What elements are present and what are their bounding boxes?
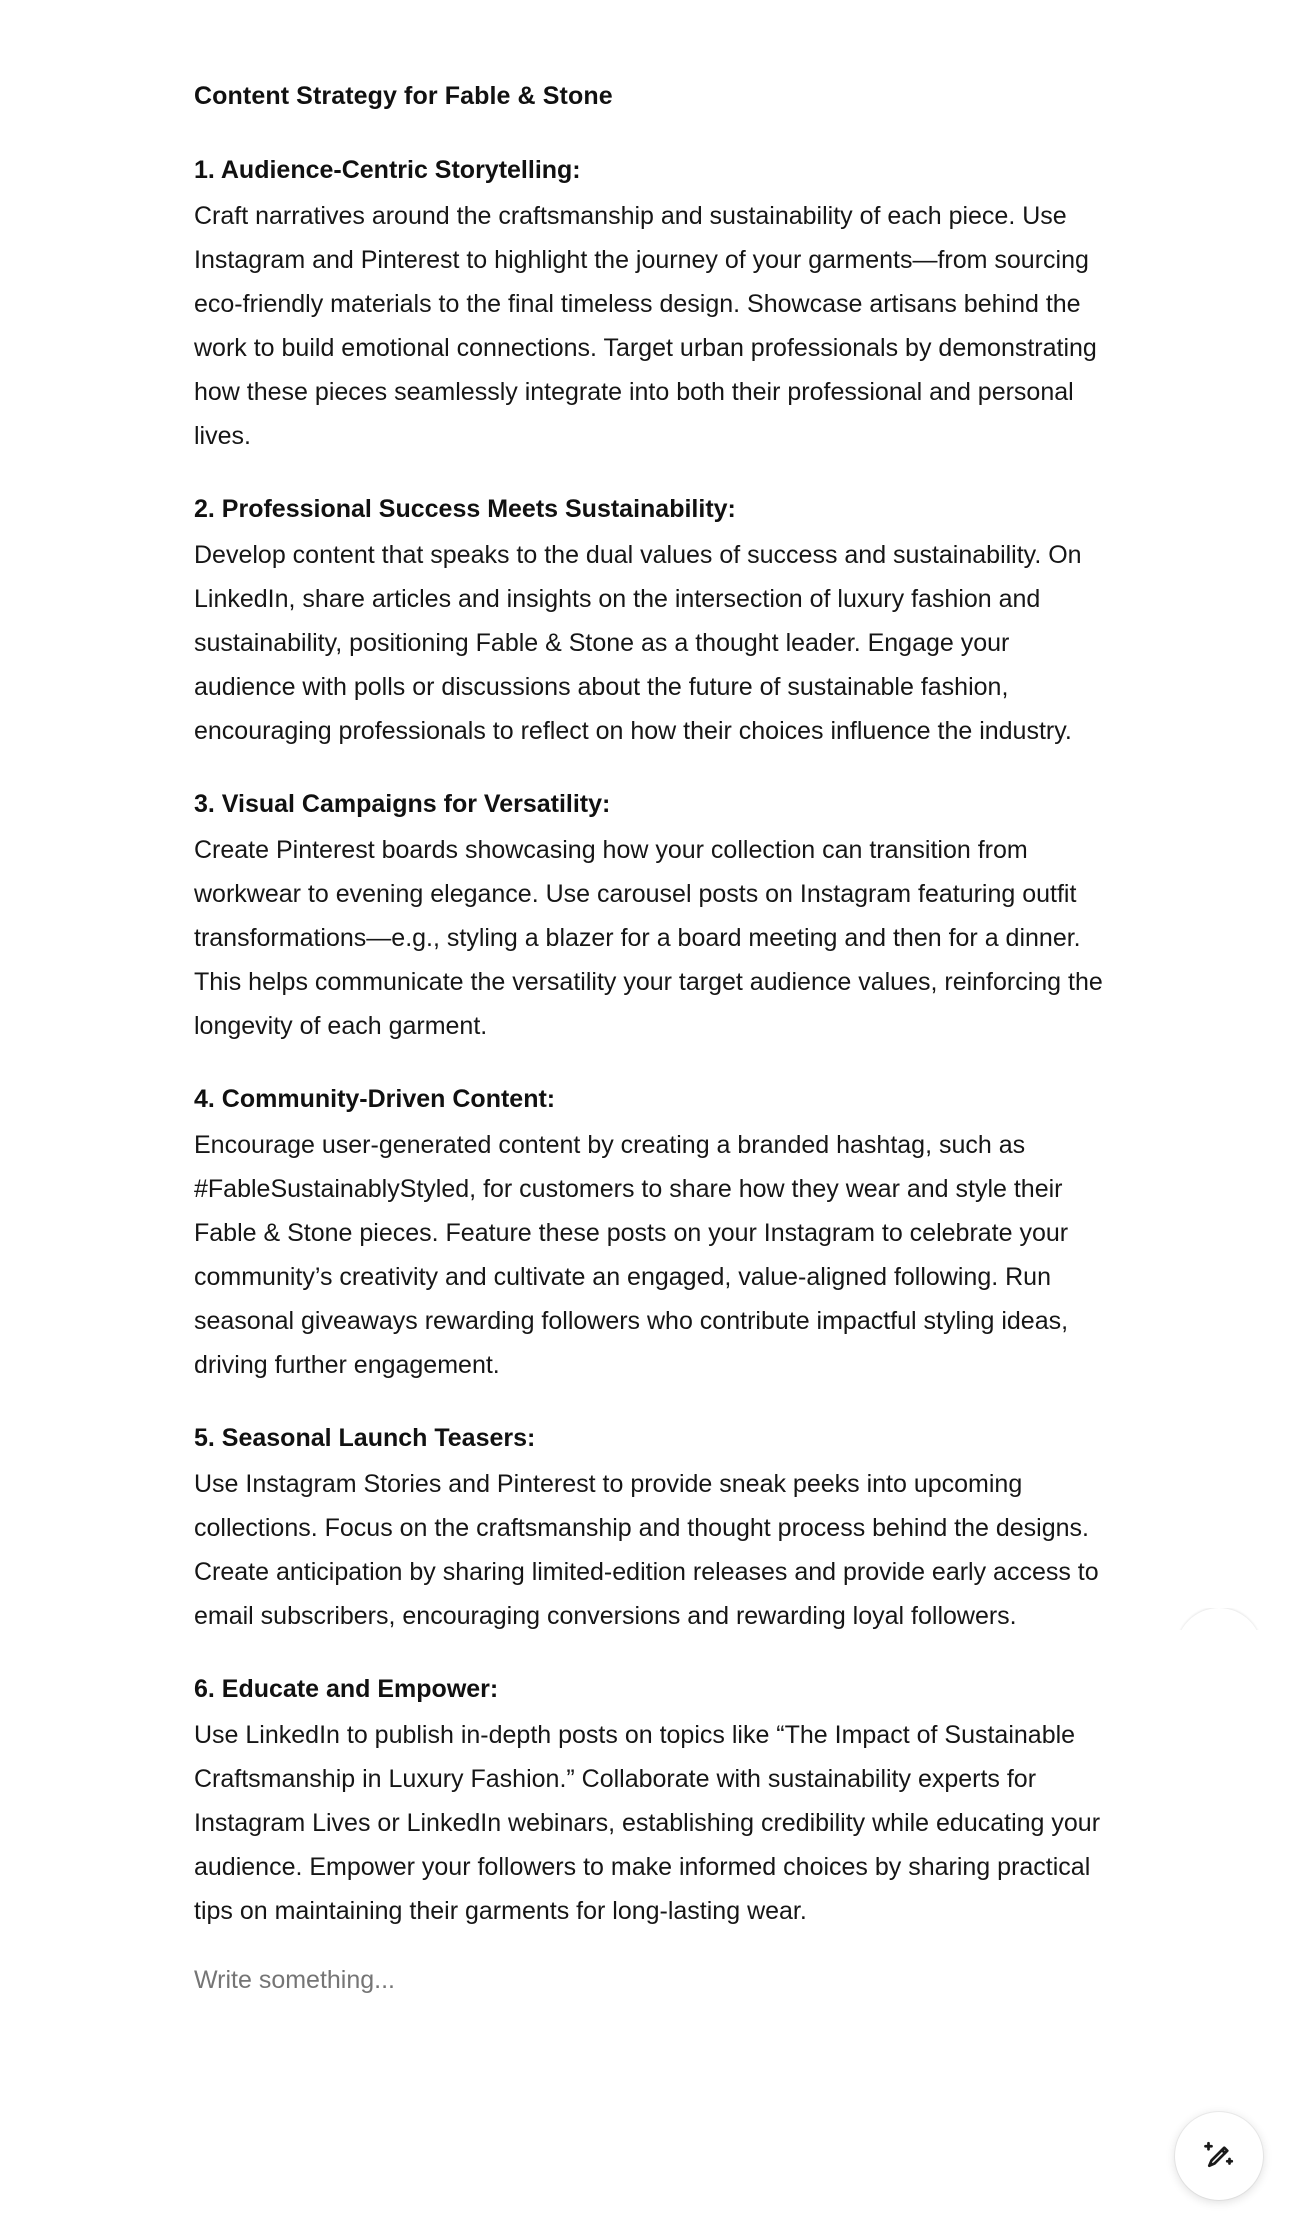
- section-heading: 3. Visual Campaigns for Versatility:: [194, 790, 611, 818]
- section-heading: 2. Professional Success Meets Sustainability:: [194, 495, 736, 523]
- section-6: [194, 1669, 1114, 1933]
- section-heading: 6. Educate and Empower:: [194, 1675, 499, 1703]
- section-4: [194, 1079, 1114, 1387]
- section-body: Use LinkedIn to publish in-depth posts on topics like “The Impact of Sustainable Craftsmanship in Luxury Fashion.” Collaborate with sustainability experts for Instagram Lives or LinkedIn webinars, establishing credibility while educating your audience. Empower your followers to make informed choices by sharing practical tips on maintaining their garments for long-lasting wear.: [194, 1721, 1101, 1925]
- scroll-down-button[interactable]: [1176, 1608, 1262, 1694]
- section-2: [194, 489, 1114, 753]
- section-heading: 5. Seasonal Launch Teasers:: [194, 1424, 536, 1452]
- pen-sparkle-icon: [1201, 2138, 1237, 2174]
- section-1: [194, 150, 1114, 458]
- ai-write-button[interactable]: [1175, 2112, 1263, 2200]
- document-title: Content Strategy for Fable & Stone: [194, 82, 613, 110]
- section-body: Develop content that speaks to the dual values of success and sustainability. On LinkedIn, share articles and insights on the intersection of luxury fashion and sustainability, positioning Fable & Stone as a thought leader. Engage your audience with polls or discussions about the future of sustainable fashion, encouraging professionals to reflect on how their choices influence the industry.: [194, 541, 1082, 745]
- section-body: Use Instagram Stories and Pinterest to provide sneak peeks into upcoming collections. Focus on the craftsmanship and thought process behind the designs. Create anticipation by sharing limited-edition releases and provide early access to email subscribers, encouraging conversions and rewarding loyal followers.: [194, 1470, 1099, 1630]
- section-5: [194, 1418, 1114, 1638]
- section-body: Encourage user-generated content by creating a branded hashtag, such as #FableSustainablyStyled, for customers to share how they wear and style their Fable & Stone pieces. Feature these posts on your Instagram to celebrate your community’s creativity and cultivate an engaged, value-aligned following. Run seasonal giveaways rewarding followers who contribute impactful styling ideas, driving further engagement.: [194, 1131, 1069, 1379]
- document: [194, 76, 1114, 1964]
- section-heading: 1. Audience-Centric Storytelling:: [194, 156, 581, 184]
- section-3: [194, 784, 1114, 1048]
- section-body: Create Pinterest boards showcasing how your collection can transition from workwear to evening elegance. Use carousel posts on Instagram featuring outfit transformations—e.g., styling a blazer for a board meeting and then for a dinner. This helps communicate the versatility your target audience values, reinforcing the longevity of each garment.: [194, 836, 1103, 1040]
- section-heading: 4. Community-Driven Content:: [194, 1085, 556, 1113]
- section-body: Craft narratives around the craftsmanship and sustainability of each piece. Use Instagram and Pinterest to highlight the journey of your garments—from sourcing eco-friendly materials to the final timeless design. Showcase artisans behind the work to build emotional connections. Target urban professionals by demonstrating how these pieces seamlessly integrate into both their professional and personal lives.: [194, 202, 1097, 450]
- editor-input[interactable]: [194, 1960, 1094, 2000]
